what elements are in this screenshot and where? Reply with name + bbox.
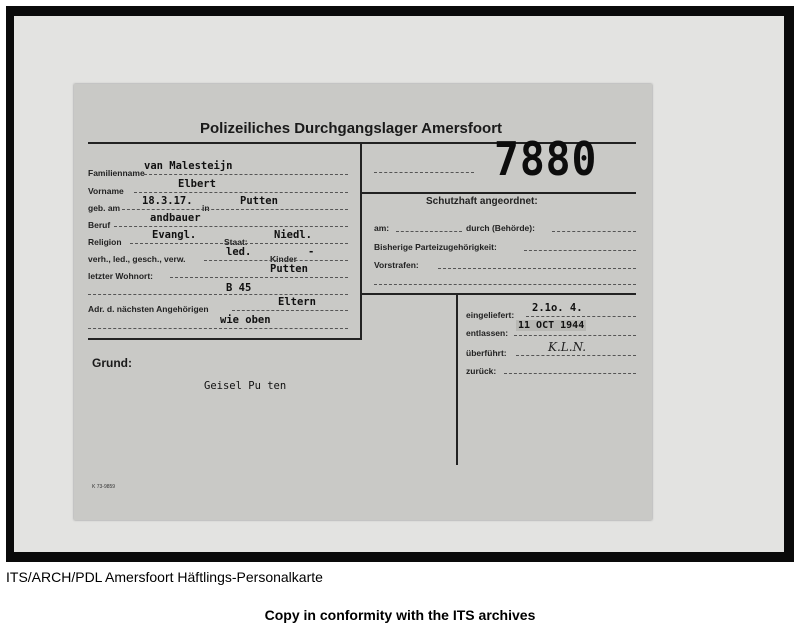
verh-value: led. <box>226 246 252 258</box>
staat-label: Staat: <box>224 237 248 247</box>
entlassen-label: entlassen: <box>466 328 509 338</box>
verh-label: verh., led., gesch., verw. <box>88 254 186 264</box>
row-line <box>514 335 636 336</box>
row-line <box>114 226 348 227</box>
row-line <box>232 310 348 311</box>
geb-am-value: 18.3.17. <box>142 195 193 207</box>
prisoner-number: 7880 <box>494 132 598 186</box>
religion-value: Evangl. <box>152 229 197 241</box>
familienname-label: Familienname <box>88 168 145 178</box>
right-upper-divider <box>360 192 636 194</box>
partei-label: Bisherige Parteizugehörigkeit: <box>374 242 497 252</box>
wohnort-value: Putten <box>270 263 308 275</box>
row-line <box>552 231 636 232</box>
ueberfuehrt-value: K.L.N. <box>548 340 587 354</box>
card-title: Polizeiliches Durchgangslager Amersfoort <box>200 120 503 137</box>
adresse-value: B 45 <box>226 282 252 294</box>
religion-label: Religion <box>88 237 122 247</box>
document-photo <box>14 16 784 552</box>
kinder-label: Kinder <box>270 254 297 264</box>
row-line <box>88 328 348 329</box>
row-line <box>504 373 636 374</box>
angehoerige-value: Eltern <box>278 296 316 308</box>
beruf-value: andbauer <box>150 212 201 224</box>
conformity-caption: Copy in conformity with the ITS archives <box>264 607 536 623</box>
prisoner-card <box>74 84 652 520</box>
form-code: K 73-9859 <box>92 484 116 490</box>
source-caption: ITS/ARCH/PDL Amersfoort Häftlings-Personalkarte <box>6 569 323 585</box>
eingeliefert-value: 2.1o. 4. <box>532 302 583 314</box>
left-box-right-border <box>360 142 362 340</box>
geb-in-label: in <box>202 203 210 213</box>
geb-am-label: geb. am <box>88 203 121 213</box>
row-line <box>122 209 348 210</box>
zurueck-label: zurück: <box>466 366 497 376</box>
left-box-bottom-line <box>88 338 362 340</box>
letzter-wohnort-label: letzter Wohnort: <box>88 271 154 281</box>
familienname-value: van Malesteijn <box>144 160 233 172</box>
angehoerige-value-2: wie oben <box>220 314 271 326</box>
durch-label: durch (Behörde): <box>466 223 535 233</box>
row-line <box>130 243 348 244</box>
angehoerige-label: Adr. d. nächsten Angehörigen <box>88 304 209 314</box>
kinder-value: - <box>308 246 315 258</box>
haeftlings-line <box>374 172 474 173</box>
row-line <box>144 174 348 175</box>
vorname-value: Elbert <box>178 178 216 190</box>
staat-value: Niedl. <box>274 229 312 241</box>
eingeliefert-label: eingeliefert: <box>466 310 515 320</box>
ueberfuehrt-label: überführt: <box>466 348 507 358</box>
am-label: am: <box>374 223 390 233</box>
vorstrafen-label: Vorstrafen: <box>374 260 419 270</box>
grund-label: Grund: <box>92 356 132 370</box>
beruf-label: Beruf <box>88 220 111 230</box>
entlassen-stamp: 11 OCT 1944 <box>518 320 585 331</box>
grund-value: Geisel Pu ten <box>204 380 287 392</box>
schutzhaft-heading: Schutzhaft angeordnet: <box>426 196 538 207</box>
vorname-label: Vorname <box>88 186 124 196</box>
row-line <box>374 284 636 285</box>
row-line <box>170 277 348 278</box>
lower-vertical-line <box>456 293 458 465</box>
row-line <box>88 294 348 295</box>
row-line <box>396 231 462 232</box>
row-line <box>526 316 636 317</box>
geb-ort-value: Putten <box>240 195 278 207</box>
row-line <box>204 260 348 261</box>
row-line <box>134 192 348 193</box>
row-line <box>516 355 636 356</box>
right-middle-divider <box>360 293 636 295</box>
row-line <box>524 250 636 251</box>
row-line <box>438 268 636 269</box>
